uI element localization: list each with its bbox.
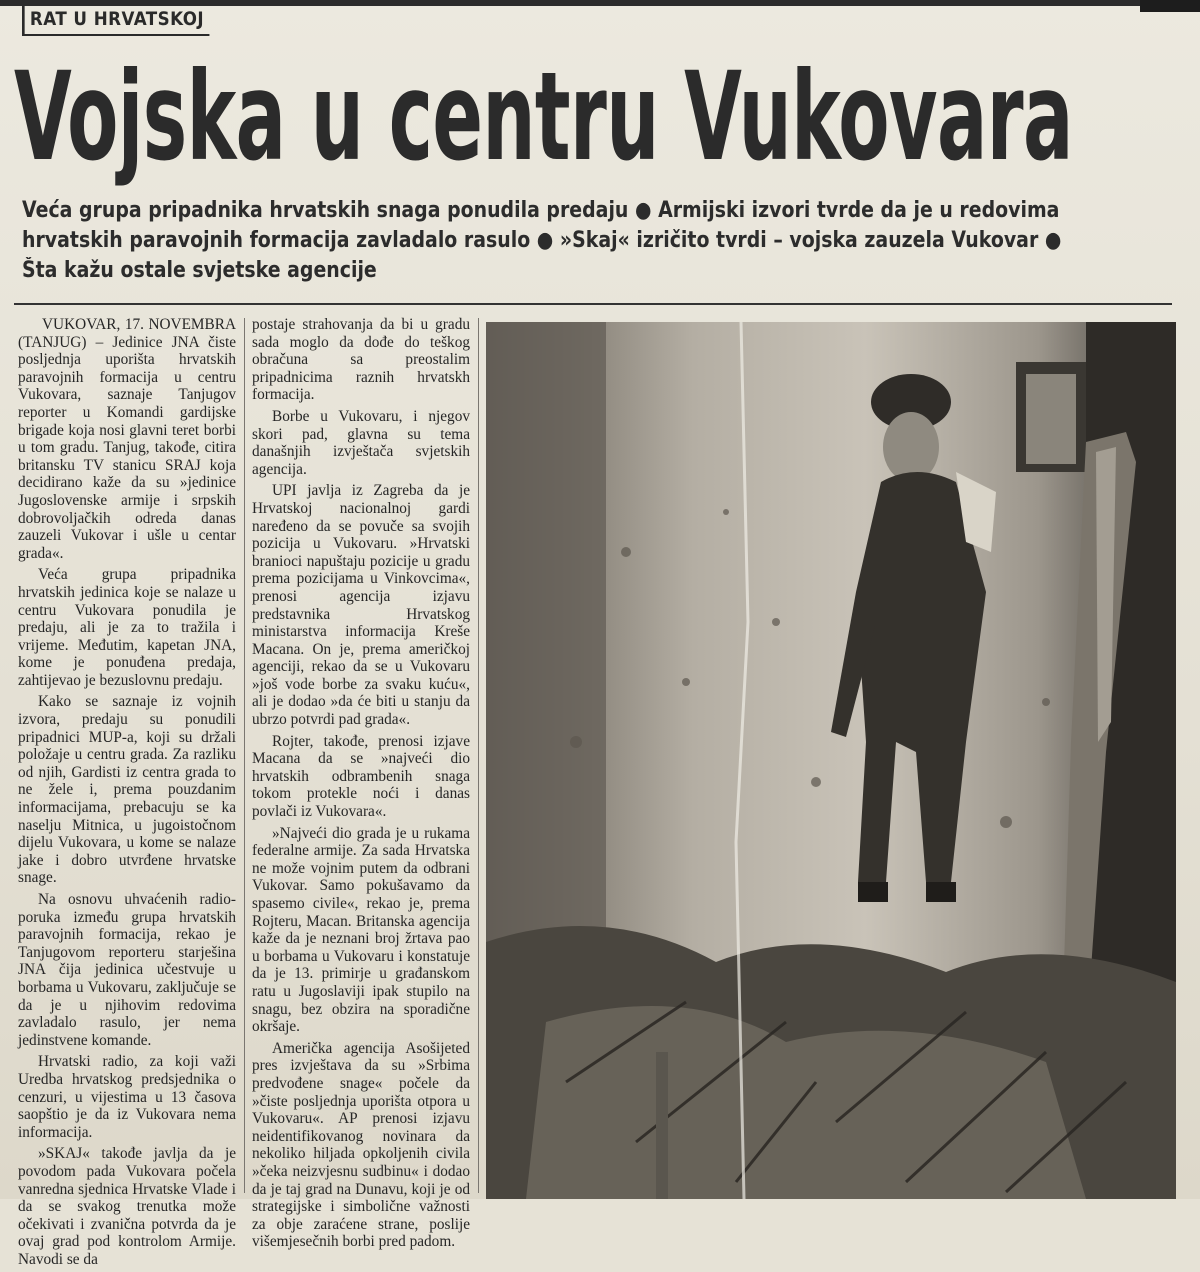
paragraph: »SKAJ« takođe javlja da je povodom pada Vukovara počela vanredna sjednica Hrvatske Vlade i da se svakog trenutka može očekivati i zvanična potvrda da je ovaj grad pod kontrolom Armije. Navodi se da — [18, 1145, 236, 1268]
header-rule — [14, 303, 1172, 305]
paragraph: »Najveći dio grada je u rukama federalne armije. Za sada Hrvatska ne može vojnim putem da odbrani Vukovar. Samo pokušavamo da spasemo civile«, rekao je, prema Rojteru, Macan. Britanska agencija kaže da je neznani broj žrtava pao u borbama u Vukovaru i konstatuje da je 13. primirje u građanskom ratu u Jugoslaviji ipak stupilo na snagu, bez obzira na sporadične okršaje. — [252, 824, 470, 1036]
paragraph: VUKOVAR, 17. NOVEMBRA (TANJUG) – Jedinice JNA čiste posljednja uporišta hrvatskih paravojnih formacija u centru Vukovara, saznaje Tanjugov reporter u Komandi gardijske brigade koja nosi glavni teret borbi u tom gradu. Tanjug, takođe, citira britansku TV stanicu SRAJ koja decidirano kaže da su »jedinice Jugoslovenske armije i srpskih dobrovoljačkih odreda danas zauzeli Vukovar i ušle u centar grada«. — [18, 316, 236, 562]
column-divider — [478, 318, 479, 1193]
subhead-line-1: Veća grupa pripadnika hrvatskih snaga ponudila predaju ● Armijski izvori tvrde da je u redovima — [22, 198, 1060, 223]
headline: Vojska u centru Vukovara — [14, 46, 1073, 188]
article-column-2 — [252, 316, 470, 1255]
photo-illustration — [486, 322, 1176, 1199]
paragraph: Na osnovu uhvaćenih radio-poruka između grupa hrvatskih paravojnih formacija, rekao je Tanjugovom reporteru starješina JNA čija jedinica učestvuje u borbama u Vukovaru, zaključuje se da je u njihovim redovima zavladalo rasulo, jer nema jedinstvene komande. — [18, 891, 236, 1049]
page-corner-shadow — [1140, 0, 1200, 12]
section-tag: RAT U HRVATSKOJ — [22, 4, 209, 36]
paragraph: Kako se saznaje iz vojnih izvora, predaju su ponudili pripadnici MUP-a, koji su držali položaje u centru grada. Za razliku od njih, Gardisti iz centra grada to ne žele i, prema pouzdanim informacijama, prebacuju se ka naselju Mitnica, u jugoistočnom dijelu Vukovara, u kome se nalaze jake i dobro utvrđene hrvatske snage. — [18, 693, 236, 887]
paragraph: Američka agencija Asošijeted pres izvještava da su »Srbima predvođene snage« počele da »čiste posljednja uporišta otpora u Vukovaru«. AP prenosi izjavu neidentifikovanog novinara da nekoliko hiljada opkoljenih civila »čeka neizvjesnu sudbinu« i dodao da je taj grad na Dunavu, koji je od strategijske i simbolične važnosti za obje zaraćene strane, poslije višemjesečnih borbi pred padom. — [252, 1039, 470, 1251]
paragraph: UPI javlja iz Zagreba da je Hrvatskoj nacionalnoj gardi naređeno da se povuče sa svojih pozicija u Vukovaru. »Hrvatski branioci napuštaju pozicije u gradu prema pozicijama u Vinkovcima«, prenosi agencija izjavu predstavnika Hrvatskog ministarstva informacija Kreše Macana. On je, prema američkoj agenciji, rekao da se u Vukovaru »još vode borbe za svaku kuću«, ali je dodao »da će biti u stanju da ubrzo potvrdi pad grada«. — [252, 482, 470, 729]
paragraph: Hrvatski radio, za koji važi Uredba hrvatskog predsjednika o cenzuri, u vijestima u 13 časova saopštio je da iz Vukovara nema informacija. — [18, 1053, 236, 1141]
article-column-1 — [18, 316, 236, 1272]
subhead-line-2: hrvatskih paravojnih formacija zavladalo rasulo ● »Skaj« izričito tvrdi – vojska zauzela Vukovar ● — [22, 228, 1062, 253]
paragraph: Rojter, takođe, prenosi izjave Macana da se »najveći dio hrvatskih odbrambenih snaga tokom protekle noći i danas povlači iz Vukovara«. — [252, 732, 470, 821]
subhead-line-3: Šta kažu ostale svjetske agencije — [22, 258, 377, 283]
paragraph: postaje strahovanja da bi u gradu sada moglo da dođe do teškog obračuna sa preostalim pripadnicima raznih hrvatskh formacija. — [252, 316, 470, 404]
paragraph: Veća grupa pripadnika hrvatskih jedinica koje se nalaze u centru Vukovara ponudila je predaju, ali je za to tražila i vrijeme. Međutim, kapetan JNA, kome je ponuđena predaja, zahtijevao je bezuslovnu predaju. — [18, 566, 236, 689]
paragraph: Borbe u Vukovaru, i njegov skori pad, glavna su tema današnjih izvještača svjetskih agencija. — [252, 407, 470, 478]
news-photo — [486, 322, 1176, 1199]
column-divider — [244, 318, 245, 1193]
subheadline — [22, 196, 1182, 286]
